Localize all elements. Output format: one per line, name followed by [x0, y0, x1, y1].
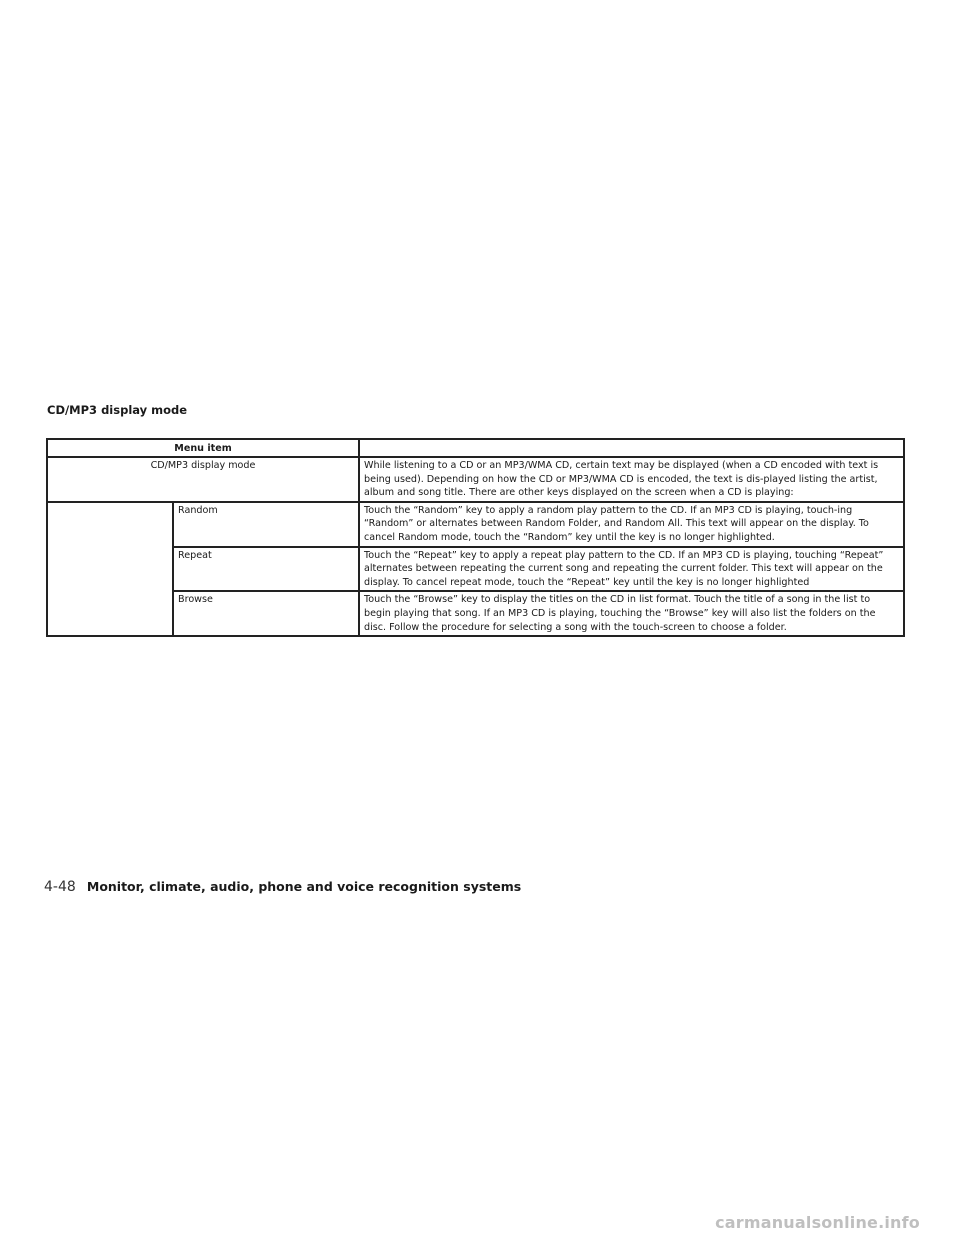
submenu-label: Repeat: [173, 547, 359, 592]
table-row: [47, 591, 904, 636]
page-footer: [44, 876, 521, 895]
table-row: [47, 457, 904, 502]
menu-item-label: CD/MP3 display mode: [47, 457, 359, 502]
description-header: [359, 439, 904, 457]
watermark: carmanualsonline.info: [715, 1213, 920, 1232]
submenu-description: Touch the “Browse” key to display the titles on the CD in list format. Touch the title of a song in the list to begin playing that song. If an MP3 CD is playing, touching the “Browse” key will also list the folders on the disc. Follow the procedure for selecting a song with the touch-screen to choose a folder.: [359, 591, 904, 636]
section-title: CD/MP3 display mode: [47, 403, 188, 417]
page-number: 4-48: [44, 879, 76, 895]
submenu-label: Browse: [173, 591, 359, 636]
menu-item-description: While listening to a CD or an MP3/WMA CD, certain text may be displayed (when a CD encoded with text is being used). Depending on how the CD or MP3/WMA CD is encoded, the text is dis-played listing the artist, album and song title. There are other keys displayed on the screen when a CD is playing:: [359, 457, 904, 502]
table-row: [47, 547, 904, 592]
chapter-title: Monitor, climate, audio, phone and voice recognition systems: [86, 879, 522, 894]
submenu-description: Touch the “Random” key to apply a random play pattern to the CD. If an MP3 CD is playing, touch-ing “Random” or alternates between Random Folder, and Random All. This text will appear on the display. To cancel Random mode, touch the “Random” key until the key is no longer highlighted.: [359, 502, 904, 547]
submenu-description: Touch the “Repeat” key to apply a repeat play pattern to the CD. If an MP3 CD is playing, touching “Repeat” alternates between repeating the current song and repeating the current folder. This text will appear on the display. To cancel repeat mode, touch the “Repeat” key until the key is no longer highlighted: [359, 547, 904, 592]
empty-cell: [47, 502, 173, 636]
table-row: [47, 502, 904, 547]
table-header-row: [47, 439, 904, 457]
submenu-label: Random: [173, 502, 359, 547]
menu-item-table: [46, 438, 905, 637]
menu-item-header: Menu item: [47, 439, 359, 457]
